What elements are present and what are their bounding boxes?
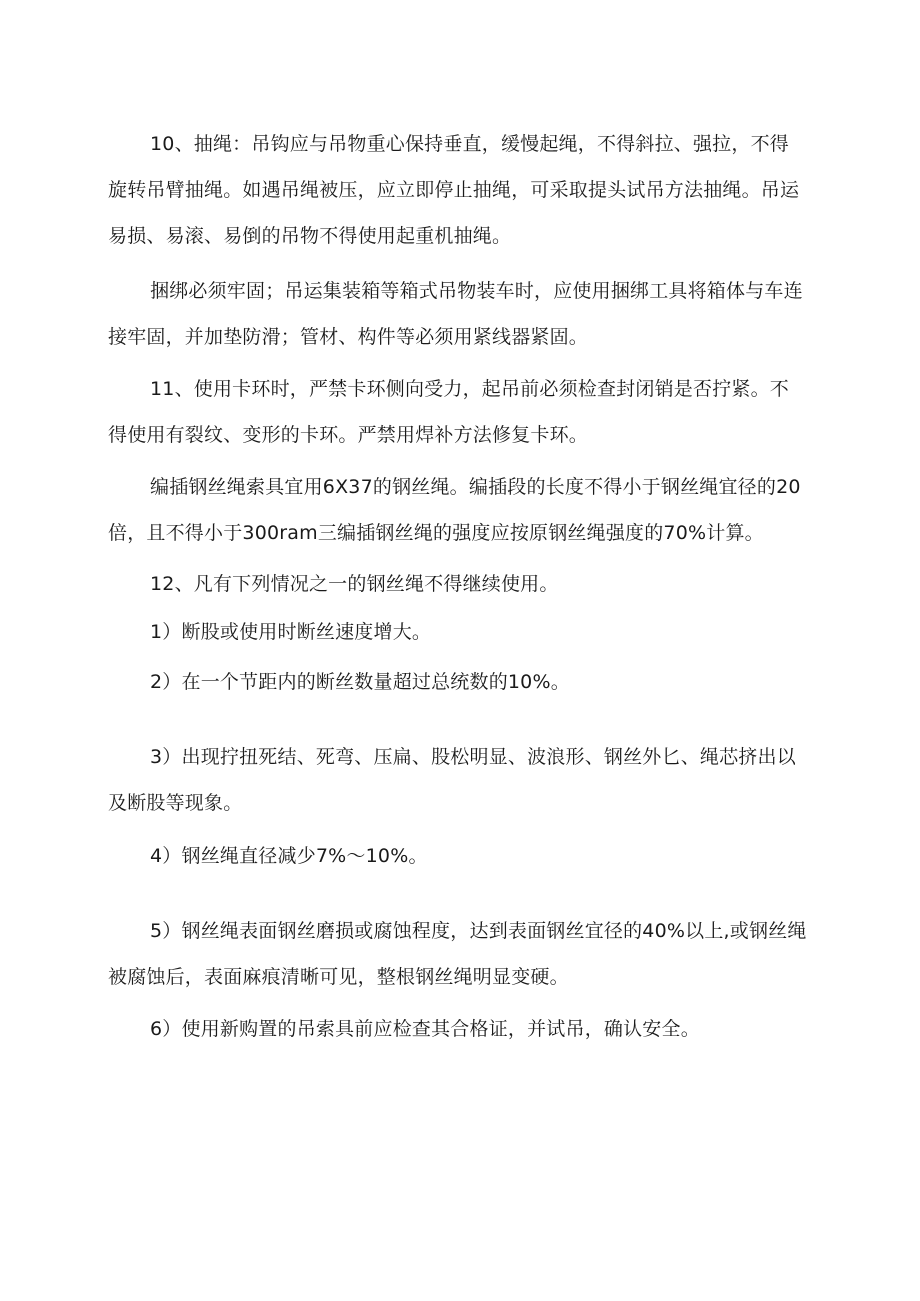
list-item-1: 1）断股或使用时断丝速度增大。 (150, 621, 432, 643)
list-item-5: 5）钢丝绳表面钢丝磨损或腐蚀程度，达到表面钢丝宜径的40%以上,或钢丝绳被腐蚀后，表面麻痕清晰可见，整根钢丝绳明显变硬。 (108, 920, 807, 988)
paragraph-binding-secure: 捆绑必须牢固；吊运集装箱等箱式吊物装车时，应使用捆绑工具将箱体与车连接牢固，并加垫防滑；管材、构件等必须用紧线器紧固。 (108, 280, 803, 348)
list-item-2: 2）在一个节距内的断丝数量超过总统数的10%。 (150, 671, 570, 693)
paragraph-10-rope-pulling: 10、抽绳：吊钩应与吊物重心保持垂直，缓慢起绳，不得斜拉、强拉，不得旋转吊臂抽绳。如遇吊绳被压，应立即停止抽绳，可采取提头试吊方法抽绳。吊运易损、易滚、易倒的吊物不得使用起重机抽绳。 (108, 133, 800, 247)
paragraph-11-shackle: 11、使用卡环时，严禁卡环侧向受力，起吊前必须检查封闭销是否拧紧。不得使用有裂纹、变形的卡环。严禁用焊补方法修复卡环。 (108, 378, 789, 446)
list-item-3: 3）出现拧扭死结、死弯、压扁、股松明显、波浪形、钢丝外匕、绳芯挤出以及断股等现象。 (108, 746, 796, 814)
list-item-4: 4）钢丝绳直径减少7%〜10%。 (150, 845, 428, 867)
list-item-6: 6）使用新购置的吊索具前应检查其合格证，并试吊，确认安全。 (150, 1018, 700, 1040)
paragraph-spliced-rope: 编插钢丝绳索具宜用6X37的钢丝绳。编插段的长度不得小于钢丝绳宜径的20倍，且不得小于300ram三编插钢丝绳的强度应按原钢丝绳强度的70%计算。 (108, 476, 801, 544)
paragraph-12-rope-retirement: 12、凡有下列情况之一的钢丝绳不得继续使用。 (150, 573, 559, 595)
